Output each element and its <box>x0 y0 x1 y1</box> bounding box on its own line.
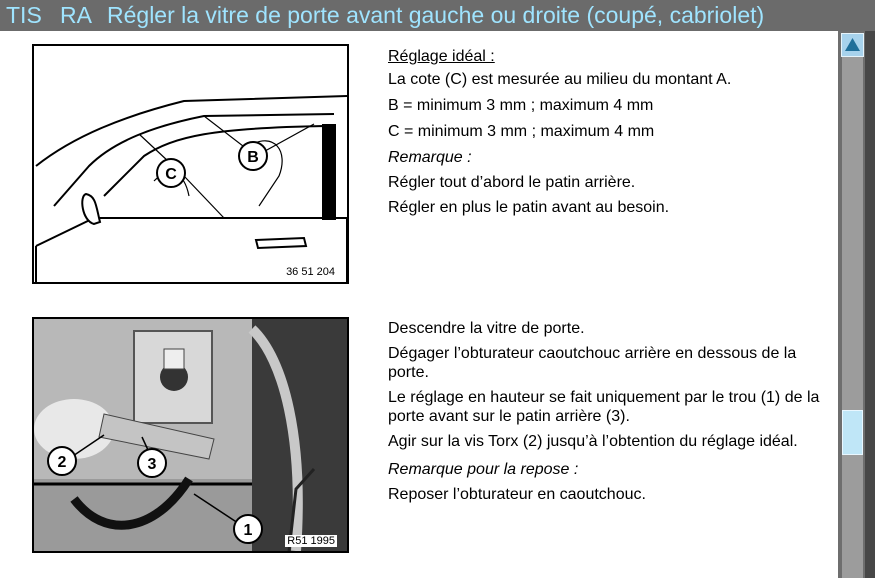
callout-2-label: 2 <box>57 454 67 471</box>
callout-c-label: C <box>165 166 177 183</box>
remark-line: Régler en plus le patin avant au besoin. <box>388 199 670 216</box>
remark-label: Remarque : <box>388 149 472 166</box>
reinstall-remark-label: Remarque pour la repose : <box>388 461 579 478</box>
reinstall-remark-line: Reposer l’obturateur en caoutchouc. <box>388 486 646 503</box>
callout-3 <box>138 449 166 477</box>
car-door-drawing <box>34 46 347 282</box>
slider-photo-drawing <box>34 319 347 551</box>
scrollbar-edge <box>865 31 875 578</box>
figure-code: R51 1995 <box>287 535 335 547</box>
ideal-setting-section <box>388 47 828 217</box>
section-code: RA <box>60 2 92 28</box>
door-window-diagram <box>32 44 349 284</box>
procedure-section <box>388 319 828 504</box>
ideal-setting-heading: Réglage idéal : <box>388 48 495 65</box>
app-name: TIS <box>6 2 42 28</box>
callout-1-label: 1 <box>243 522 253 539</box>
procedure-step: Agir sur la vis Torx (2) jusqu’à l’obtention du réglage idéal. <box>388 433 798 450</box>
procedure-step: Le réglage en hauteur se fait uniquement par le trou (1) de la porte avant sur le patin arrière (3). <box>388 389 820 425</box>
value-c: C = minimum 3 mm ; maximum 4 mm <box>388 123 655 140</box>
callout-c <box>157 159 185 187</box>
arrow-up-icon <box>842 34 863 56</box>
page-title: Régler la vitre de porte avant gauche ou droite (coupé, cabriolet) <box>107 2 765 28</box>
measurement-note: La cote (C) est mesurée au milieu du montant A. <box>388 71 732 88</box>
door-slider-photo <box>32 317 349 553</box>
callout-2 <box>48 447 76 475</box>
scroll-thumb[interactable] <box>842 410 863 455</box>
procedure-step: Dégager l’obturateur caoutchouc arrière en dessous de la porte. <box>388 345 797 381</box>
title-bar <box>0 0 875 31</box>
document-content <box>0 31 838 578</box>
callout-3-label: 3 <box>147 456 157 473</box>
procedure-step: Descendre la vitre de porte. <box>388 320 585 337</box>
callout-1 <box>234 515 262 543</box>
scroll-up-button[interactable] <box>841 33 864 57</box>
value-b: B = minimum 3 mm ; maximum 4 mm <box>388 97 654 114</box>
vertical-scrollbar[interactable] <box>838 31 875 578</box>
figure-code: 36 51 204 <box>286 266 335 278</box>
callout-b-label: B <box>247 149 259 166</box>
remark-line: Régler tout d’abord le patin arrière. <box>388 174 636 191</box>
scroll-track[interactable] <box>842 33 863 578</box>
callout-b <box>239 142 267 170</box>
